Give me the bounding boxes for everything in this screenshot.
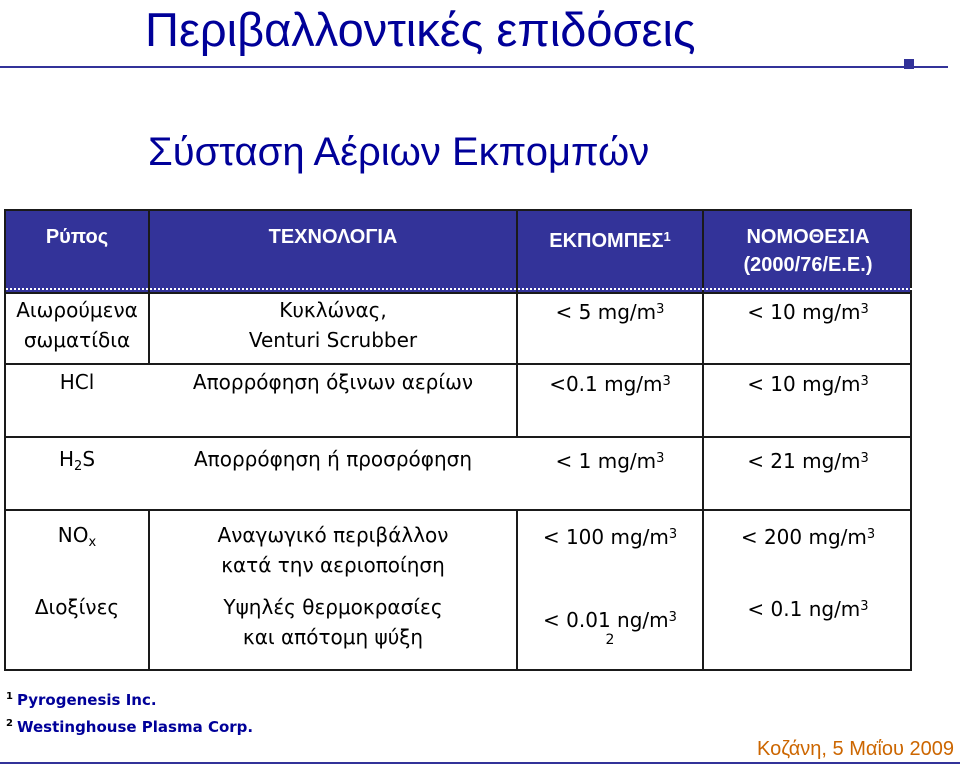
header-pollutant: Ρύπος — [45, 226, 109, 248]
table-row-hcl-limit: < 10 $mg/m^3$ — [747, 372, 869, 396]
page-title: Περιβαλλοντικές επιδόσεις — [145, 3, 696, 56]
table-row-h2s-emission: < 1 $mg/m^3$ — [555, 449, 665, 473]
header-emissions: ΕΚΠΟΜΠΕΣ$^1$ — [549, 229, 671, 252]
page-subtitle: Σύσταση Αέριων Εκπομπών — [148, 130, 650, 174]
row-divider — [6, 436, 912, 438]
row-divider — [6, 292, 912, 294]
footnote-2: $^2$ Westinghouse Plasma Corp. — [6, 718, 254, 736]
table-row-hcl-pollutant: HCl — [59, 370, 95, 394]
header-technology: ΤΕΧΝΟΛΟΓΙΑ — [268, 226, 398, 248]
header-legislation: ΝΟΜΟΘΕΣΙΑ (2000/76/Ε.Ε.) — [743, 226, 873, 276]
table-row-particulates-technology: Κυκλώνας, Venturi Scrubber — [248, 298, 418, 352]
table-row-nox-emission: < 100 $mg/m^3$ — [542, 525, 678, 549]
table-row-nox-pollutant: $NO_x$ — [57, 523, 97, 550]
table-row-h2s-pollutant: $H_2S$ — [58, 447, 96, 474]
footer-location-date: Κοζάνη, 5 Μαΐου 2009 — [757, 738, 954, 760]
table-row-dioxins-pollutant: Διοξίνες — [34, 595, 120, 619]
table-row-h2s-technology: Απορρόφηση ή προσρόφηση — [194, 447, 472, 471]
header-dotted-rule — [6, 288, 912, 290]
emissions-table — [4, 209, 912, 671]
row-divider — [6, 363, 912, 365]
row-divider — [6, 509, 912, 511]
table-row-particulates-limit: < 10 $mg/m^3$ — [747, 300, 869, 324]
table-row-particulates-emission: < 5 $mg/m^3$ — [555, 300, 665, 324]
table-row-dioxins-technology: Υψηλές θερμοκρασίες και απότομη ψύξη — [223, 595, 443, 649]
table-row-particulates-pollutant: Αιωρούμενα σωματίδια — [16, 298, 138, 352]
table-row-dioxins-limit: < 0.1 $ng/m^3$ — [747, 597, 869, 621]
table-row-hcl-emission: <0.1 $mg/m^3$ — [549, 372, 671, 396]
divider-end-block — [904, 59, 914, 69]
table-row-nox-technology: Αναγωγικό περιβάλλον κατά την αεριοποίηση — [217, 523, 449, 577]
table-row-dioxins-emission: < 0.01 $ng/m^3$ — [543, 608, 677, 632]
title-divider — [0, 66, 948, 68]
footnote-1: $^1$ Pyrogenesis Inc. — [6, 691, 157, 709]
footer-rule — [0, 762, 960, 764]
table-row-dioxins-emission-note: 2 — [605, 632, 615, 648]
table-row-nox-limit: < 200 $mg/m^3$ — [740, 525, 876, 549]
table-row-h2s-limit: < 21 $mg/m^3$ — [747, 449, 869, 473]
table-row-hcl-technology: Απορρόφηση όξινων αερίων — [192, 370, 474, 394]
